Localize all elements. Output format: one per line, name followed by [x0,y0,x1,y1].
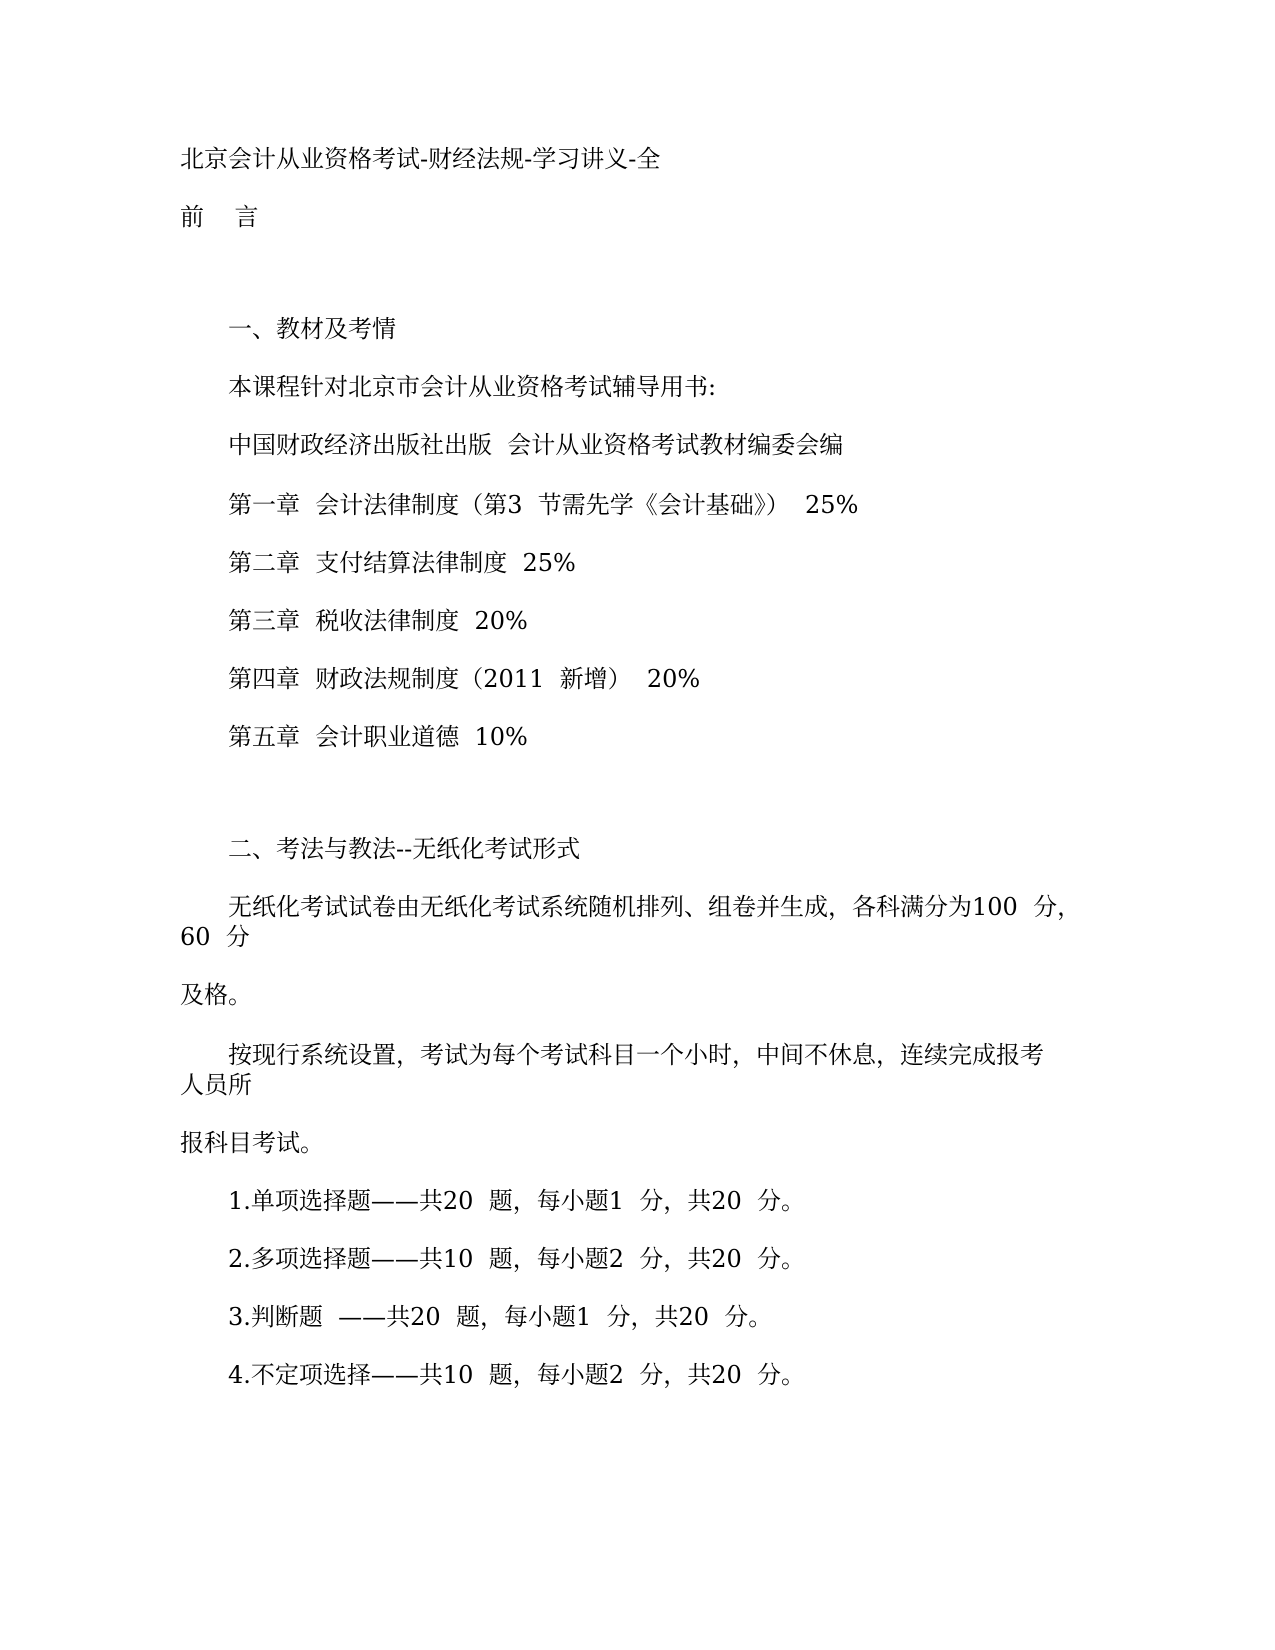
exam-item: 1.单项选择题——共20 题，每小题1 分，共20 分。 [228,1187,806,1215]
preface-heading: 前 言 [180,203,259,231]
chapter-item: 第二章 支付结算法律制度 25% [228,549,576,577]
exam-item: 2.多项选择题——共10 题，每小题2 分，共20 分。 [228,1245,806,1273]
paragraph-line: 按现行系统设置，考试为每个考试科目一个小时，中间不休息，连续完成报考 [228,1041,1044,1069]
chapter-item: 第三章 税收法律制度 20% [228,607,528,635]
paragraph-line: 无纸化考试试卷由无纸化考试系统随机排列、组卷并生成，各科满分为100 分， [228,893,1082,921]
chapter-item: 第五章 会计职业道德 10% [228,723,528,751]
paragraph-line: 60 分 [180,923,250,951]
chapter-item: 第一章 会计法律制度（第3 节需先学《会计基础》） 25% [228,491,859,519]
paragraph-line: 及格。 [180,981,252,1009]
section-2-heading: 二、考法与教法--无纸化考试形式 [228,835,581,863]
section-1-heading: 一、教材及考情 [228,315,396,343]
document-title: 北京会计从业资格考试-财经法规-学习讲义-全 [180,145,661,173]
exam-item: 3.判断题 ——共20 题，每小题1 分，共20 分。 [228,1303,773,1331]
course-intro: 本课程针对北京市会计从业资格考试辅导用书: [228,373,717,401]
publisher-line: 中国财政经济出版社出版 会计从业资格考试教材编委会编 [228,431,844,459]
paragraph-line: 人员所 [180,1071,252,1099]
exam-item: 4.不定项选择——共10 题，每小题2 分，共20 分。 [228,1361,806,1389]
chapter-item: 第四章 财政法规制度（2011 新增） 20% [228,665,701,693]
paragraph-line: 报科目考试。 [180,1129,324,1157]
